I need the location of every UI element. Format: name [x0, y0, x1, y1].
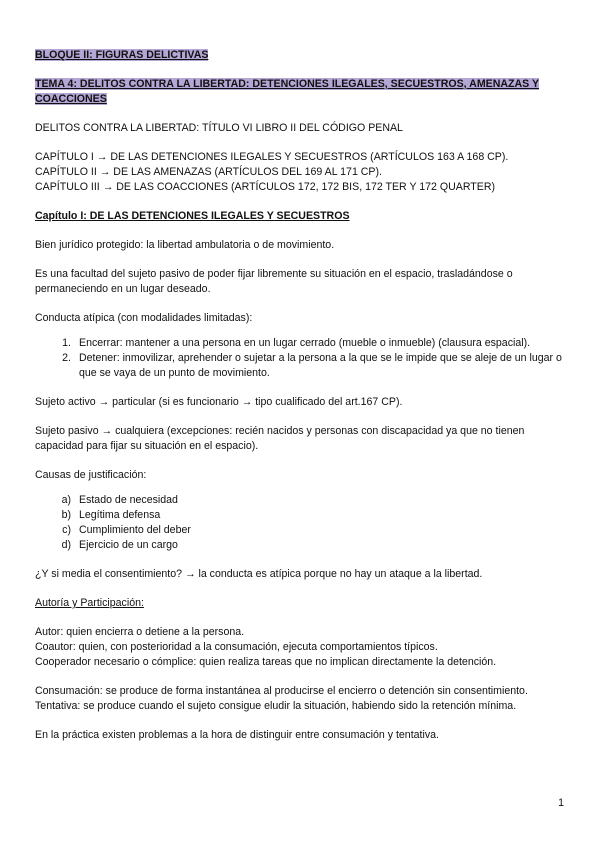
page-number: 1 [558, 797, 564, 809]
causas-label: Causas de justificación: [35, 469, 147, 481]
autoria-line: Coautor: quien, con posterioridad a la consumación, ejecuta comportamientos típicos. [35, 641, 438, 653]
consumacion-line: Consumación: se produce de forma instantánea al producirse el encierro o detención sin consentimiento. [35, 685, 528, 697]
list-item: c) Cumplimiento del deber [62, 524, 191, 536]
list-item: a) Estado de necesidad [61, 494, 178, 506]
autoria-line: Cooperador necesario o cómplice: quien realiza tareas que no implican directamente la detención. [35, 656, 497, 668]
consentimiento-question: ¿Y si media el consentimiento? → la conducta es atípica porque no hay un ataque a la libertad. [35, 568, 483, 580]
facultad-paragraph: Es una facultad del sujeto pasivo de poder fijar libremente su situación en el espacio, trasladándose o permaneciendo en un lugar deseado. [35, 268, 513, 295]
consumacion-block [35, 684, 565, 714]
document-page [35, 48, 565, 743]
chapter1-heading: Capítulo I: DE LAS DETENCIONES ILEGALES Y SECUESTROS [35, 210, 350, 222]
causas-list [35, 493, 565, 553]
conducta-list [35, 336, 565, 381]
chapter-line: CAPÍTULO III → DE LAS COACCIONES (ARTÍCULOS 172, 172 BIS, 172 TER Y 172 QUARTER) [35, 181, 496, 193]
consumacion-line: Tentativa: se produce cuando el sujeto consigue eludir la situación, habiendo sido la retención mínima. [35, 700, 517, 712]
list-item: 2. Detener: inmovilizar, aprehender o sujetar a la persona a la que se le impide que se aleje de un lugar o que se vaya de un punto de movimiento. [62, 352, 562, 379]
topic-title: TEMA 4: DELITOS CONTRA LA LIBERTAD: DETENCIONES ILEGALES, SECUESTROS, AMENAZAS Y COACCIONES [35, 78, 540, 105]
intro-line: DELITOS CONTRA LA LIBERTAD: TÍTULO VI LIBRO II DEL CÓDIGO PENAL [35, 122, 403, 134]
list-item: 1. Encerrar: mantener a una persona en un lugar cerrado (mueble o inmueble) (clausura espacial). [62, 337, 531, 349]
chapter-line: CAPÍTULO II → DE LAS AMENAZAS (ARTÍCULOS DEL 169 AL 171 CP). [35, 166, 382, 178]
conducta-label: Conducta atípica (con modalidades limitadas): [35, 312, 253, 324]
block-title: BLOQUE II: FIGURAS DELICTIVAS [35, 49, 209, 61]
list-item: d) Ejercicio de un cargo [61, 539, 178, 551]
practica-paragraph: En la práctica existen problemas a la hora de distinguir entre consumación y tentativa. [35, 729, 439, 741]
sujeto-pasivo: Sujeto pasivo → cualquiera (excepciones: recién nacidos y personas con discapacidad ya que no tienen capacidad para fijar su situación en el espacio). [35, 425, 525, 452]
sujeto-activo: Sujeto activo → particular (si es funcionario → tipo cualificado del art.167 CP). [35, 396, 403, 408]
chapter-line: CAPÍTULO I → DE LAS DETENCIONES ILEGALES Y SECUESTROS (ARTÍCULOS 163 A 168 CP). [35, 151, 509, 163]
chapter-list [35, 150, 565, 195]
autoria-heading: Autoría y Participación: [35, 597, 144, 609]
autoria-line: Autor: quien encierra o detiene a la persona. [35, 626, 245, 638]
list-item: b) Legítima defensa [61, 509, 161, 521]
autoria-block [35, 625, 565, 670]
bien-juridico: Bien jurídico protegido: la libertad ambulatoria o de movimiento. [35, 239, 335, 251]
